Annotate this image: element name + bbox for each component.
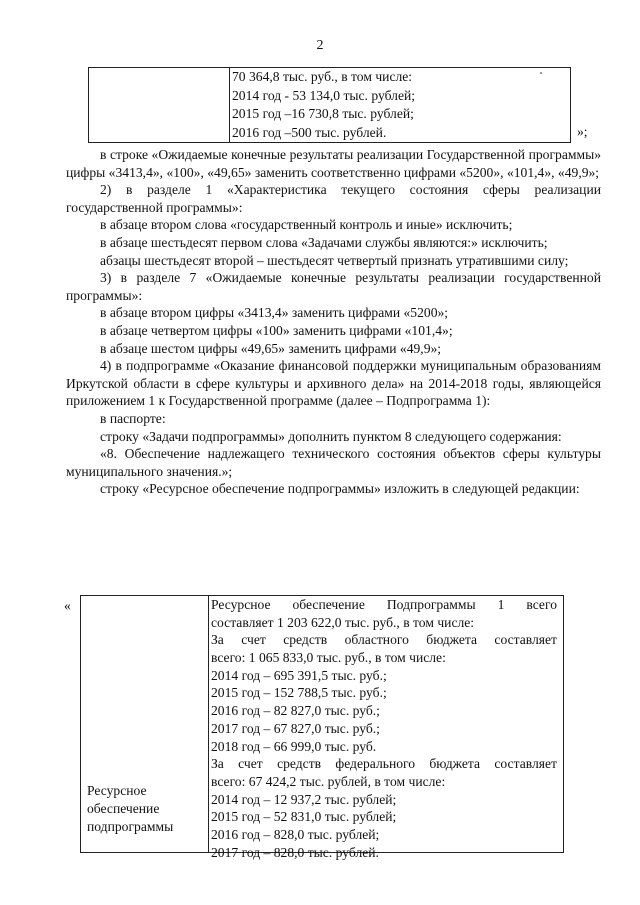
table-line: всего: 67 424,2 тыс. рублей, в том числе: xyxy=(211,773,446,789)
table-cell-content xyxy=(207,595,564,860)
paragraph: в абзаце шестьдесят первом слова «Задачами службы являются:» исключить; xyxy=(100,234,548,250)
resource-table xyxy=(80,595,563,860)
paragraph: абзацы шестьдесят второй – шестьдесят четвертый признать утратившими силу; xyxy=(100,252,569,268)
paragraph: в паспорте: xyxy=(100,410,166,426)
row-label-line: подпрограммы xyxy=(87,819,174,834)
table-cell-funding xyxy=(228,67,571,143)
paragraph: в абзаце четвертом цифры «100» заменить цифрами «101,4»; xyxy=(100,322,453,338)
row-label xyxy=(87,782,173,836)
table-line: 2015 год – 52 831,0 тыс. рублей; xyxy=(211,809,397,825)
paragraph: в абзаце втором слова «государственный контроль и иные» исключить; xyxy=(100,217,513,233)
row-label-line: Ресурсное xyxy=(87,783,147,798)
paragraph: 2) в разделе 1 «Характеристика текущего состояния сферы реализации государственной программы»: xyxy=(66,182,601,215)
paragraph: «8. Обеспечение надлежащего технического состояния объектов сферы культуры муниципального значения.»; xyxy=(66,446,601,479)
table-cell-label xyxy=(80,595,209,853)
table-line: 2018 год – 66 999,0 тыс. руб. xyxy=(211,738,377,754)
table-line: 2015 год –16 730,8 тыс. рублей; xyxy=(232,106,414,121)
table-line: 2014 год - 53 134,0 тыс. рублей; xyxy=(232,87,416,103)
table-line: 2014 год – 12 937,2 тыс. рублей; xyxy=(211,791,397,807)
table-cell-empty xyxy=(88,67,230,143)
table-line: всего: 1 065 833,0 тыс. руб., в том числе: xyxy=(211,650,446,666)
body-text xyxy=(66,146,601,498)
opening-quote: « xyxy=(64,598,71,613)
table-line: составляет 1 203 622,0 тыс. руб., в том числе: xyxy=(211,614,475,630)
table-line: За счет средств областного бюджета составляет xyxy=(211,632,557,648)
paragraph: 4) в подпрограмме «Оказание финансовой поддержки муниципальным образованиям Иркутской области в сфере культуры и архивного дела» на 2014-2018 годы, являющейся приложением 1 к Государственной программе (далее – Подпрограмма 1): xyxy=(66,358,601,409)
table-line: 2017 год – 828,0 тыс. рублей. xyxy=(211,844,379,860)
paragraph: в абзаце шестом цифры «49,65» заменить цифрами «49,9»; xyxy=(100,340,442,356)
table-line: 70 364,8 тыс. руб., в том числе: xyxy=(232,69,413,84)
paragraph: строку «Ресурсное обеспечение подпрограммы» изложить в следующей редакции: xyxy=(100,481,580,497)
table-line: 2015 год – 152 788,5 тыс. руб.; xyxy=(211,685,387,701)
table-line: 2016 год – 82 827,0 тыс. руб.; xyxy=(211,703,380,719)
scan-speck xyxy=(540,72,542,74)
table-line: Ресурсное обеспечение Подпрограммы 1 всего xyxy=(211,597,557,612)
paragraph: строку «Задачи подпрограммы» дополнить пунктом 8 следующего содержания: xyxy=(100,428,562,444)
page-number: 2 xyxy=(316,38,324,53)
row-label-line: обеспечение xyxy=(87,801,160,816)
table-line: 2016 год – 828,0 тыс. рублей; xyxy=(211,826,380,842)
table-line: 2017 год – 67 827,0 тыс. руб.; xyxy=(211,720,380,736)
closing-quote: »; xyxy=(577,124,588,139)
table-line: 2014 год – 695 391,5 тыс. руб.; xyxy=(211,667,387,683)
funding-table-top xyxy=(88,67,570,143)
paragraph: 3) в разделе 7 «Ожидаемые конечные результаты реализации государственной программы»: xyxy=(66,270,601,303)
table-line: 2016 год –500 тыс. рублей. xyxy=(232,124,387,140)
paragraph: в абзаце втором цифры «3413,4» заменить цифрами «5200»; xyxy=(100,305,449,321)
paragraph: в строке «Ожидаемые конечные результаты реализации Государственной программы» цифры «3413,4», «100», «49,65» заменить соответственно цифрами «5200», «101,4», «49,9»; xyxy=(66,147,601,180)
table-line: За счет средств федерального бюджета составляет xyxy=(211,756,557,772)
